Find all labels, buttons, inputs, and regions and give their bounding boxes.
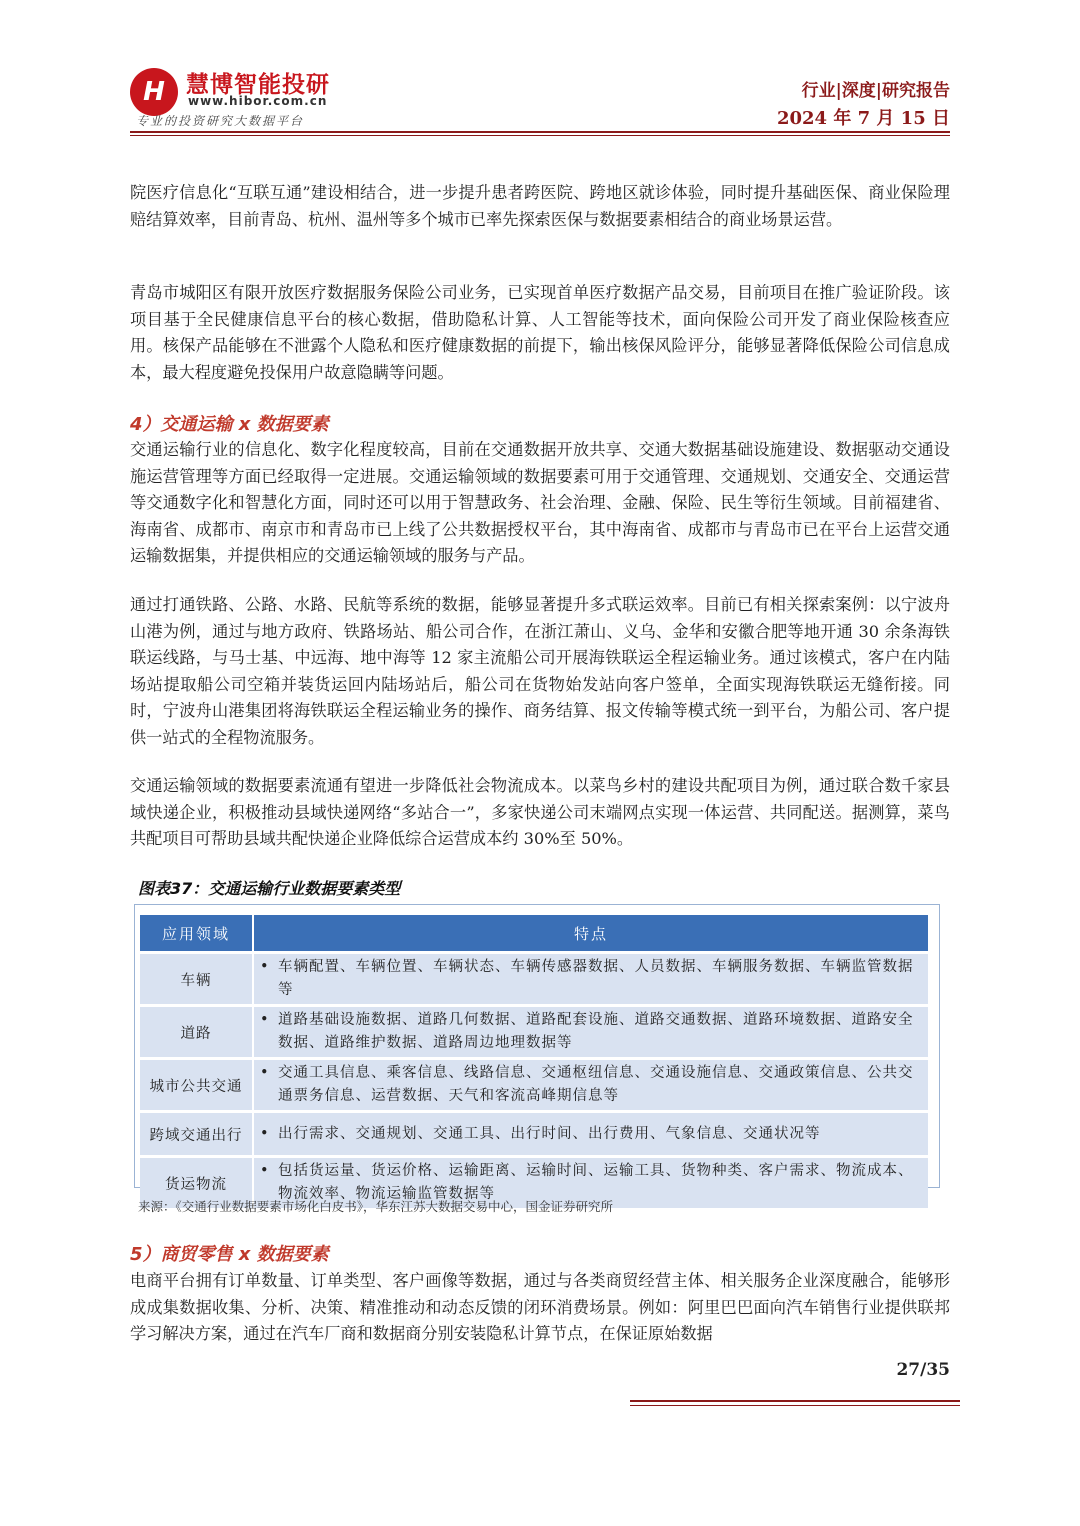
paragraph-3: 交通运输行业的信息化、数字化程度较高，目前在交通数据开放共享、交通大数据基础设施建设、数据驱动交通设施运营管理等方面已经取得一定进展。交通运输领域的数据要素可用于交通管理、交通规划、交通安全、交通运营等交通数字化和智慧化方面，同时还可以用于智慧政务、社会治理、金融、保险、民生等衍生领域。目前福建省、海南省、成都市、南京市和青岛市已上线了公共数据授权平台，其中海南省、成都市与青岛市已在平台上运营交通运输数据集，并提供相应的交通运输领域的服务与产品。 (130, 440, 950, 565)
page-header (130, 62, 950, 134)
paragraph-1: 院医疗信息化“互联互通”建设相结合，进一步提升患者跨医院、跨地区就诊体验，同时提升基础医保、商业保险理赔结算效率，目前青岛、杭州、温州等多个城市已率先探索医保与数据要素相结合的商业场景运营。 (130, 183, 950, 229)
header-divider-thin (130, 135, 950, 136)
hibor-logo-icon: H (130, 68, 178, 116)
table-header-row (140, 915, 928, 951)
row-domain: 道路 (140, 1007, 254, 1057)
features-text: 车辆配置、车辆位置、车辆状态、车辆传感器数据、人员数据、车辆服务数据、车辆监管数据等 (278, 959, 914, 998)
bullet-icon: • (260, 959, 270, 975)
bullet-icon: • (260, 1125, 270, 1142)
paragraph-2: 青岛市城阳区有限开放医疗数据服务保险公司业务，已实现首单医疗数据产品交易，目前项目在推广验证阶段。该项目基于全民健康信息平台的核心数据，借助隐私计算、人工智能等技术，面向保险公司开发了商业保险核查应用。核保产品能够在不泄露个人隐私和医疗健康数据的前提下，输出核保风险评分，能够显著降低保险公司信息成本，最大程度避免投保用户故意隐瞒等问题。 (130, 283, 950, 382)
table-row (140, 1007, 928, 1057)
row-features (254, 1060, 928, 1110)
section-title-transport: 4）交通运输 x 数据要素 (130, 414, 329, 435)
table-row (140, 1113, 928, 1155)
features-text: 出行需求、交通规划、交通工具、出行时间、出行费用、气象信息、交通状况等 (278, 1125, 821, 1142)
bullet-icon: • (260, 1065, 270, 1081)
bullet-icon: • (260, 1012, 270, 1028)
features-text: 道路基础设施数据、道路几何数据、道路配套设施、道路交通数据、道路环境数据、道路安全数据、道路维护数据、道路周边地理数据等 (278, 1012, 914, 1051)
row-features (254, 1007, 928, 1057)
row-domain: 车辆 (140, 954, 254, 1004)
logo-slogan: 专业的投资研究大数据平台 (136, 114, 305, 128)
paragraph-5: 交通运输领域的数据要素流通有望进一步降低社会物流成本。以菜鸟乡村的建设共配项目为例，通过联合数千家县域快递企业，积极推动县域快递网络“多站合一”，多家快递公司末端网点实现一体运营、共同配送。据测算，菜鸟共配项目可帮助县域共配快递企业降低综合运营成本约 30%至 50%。 (130, 776, 950, 848)
paragraph-6: 电商平台拥有订单数量、订单类型、客户画像等数据，通过与各类商贸经营主体、相关服务企业深度融合，能够形成成集数据收集、分析、决策、精准推动和动态反馈的闭环消费场景。例如：阿里巴巴面向汽车销售行业提供联邦学习解决方案，通过在汽车厂商和数据商分别安装隐私计算节点，在保证原始数据 (130, 1271, 950, 1343)
report-date: 2024 年 7 月 15 日 (776, 108, 950, 129)
header-divider (130, 131, 950, 133)
footer-divider (630, 1400, 960, 1402)
features-text: 交通工具信息、乘客信息、线路信息、交通枢纽信息、交通设施信息、交通政策信息、公共交通票务信息、运营数据、天气和客流高峰期信息等 (278, 1065, 914, 1104)
row-domain: 城市公共交通 (140, 1060, 254, 1110)
col-header-features: 特点 (254, 915, 928, 951)
figure-source: 来源：《交通行业数据要素市场化白皮书》，华东江苏大数据交易中心，国金证券研究所 (138, 1199, 614, 1214)
row-features (254, 954, 928, 1004)
data-element-table (140, 912, 928, 1211)
features-text: 包括货运量、货运价格、运输距离、运输时间、运输工具、货物种类、客户需求、物流成本、物流效率、物流运输监管数据等 (278, 1163, 914, 1202)
page-number: 27/35 (896, 1360, 950, 1380)
section-title-retail: 5）商贸零售 x 数据要素 (130, 1244, 329, 1265)
bullet-icon: • (260, 1163, 270, 1179)
figure-title: 图表37：交通运输行业数据要素类型 (138, 879, 401, 898)
footer-divider-thin (630, 1405, 960, 1406)
col-header-domain: 应用领域 (140, 915, 254, 951)
report-type: 行业|深度|研究报告 (801, 81, 950, 101)
table-row (140, 1060, 928, 1110)
row-domain: 货运物流 (140, 1158, 254, 1208)
paragraph-4: 通过打通铁路、公路、水路、民航等系统的数据，能够显著提升多式联运效率。目前已有相关探索案例：以宁波舟山港为例，通过与地方政府、铁路场站、船公司合作，在浙江萧山、义乌、金华和安徽合肥等地开通 30 余条海铁联运线路，与马士基、中远海、地中海等 12 家主流船公司开展海铁联运全程运输业务。通过该模式，客户在内陆场站提取船公司空箱并装货运回内陆场站后，船公司在货物始发站向客户签单，全面实现海铁联运无缝衔接。同时，宁波舟山港集团将海铁联运全程运输业务的操作、商务结算、报文传输等模式统一到平台，为船公司、客户提供一站式的全程物流服务。 (130, 595, 950, 747)
logo-name: 慧博智能投研 (186, 72, 330, 98)
row-features (254, 1113, 928, 1155)
row-domain: 跨域交通出行 (140, 1113, 254, 1155)
table-row (140, 954, 928, 1004)
logo-url: www.hibor.com.cn (188, 94, 328, 108)
